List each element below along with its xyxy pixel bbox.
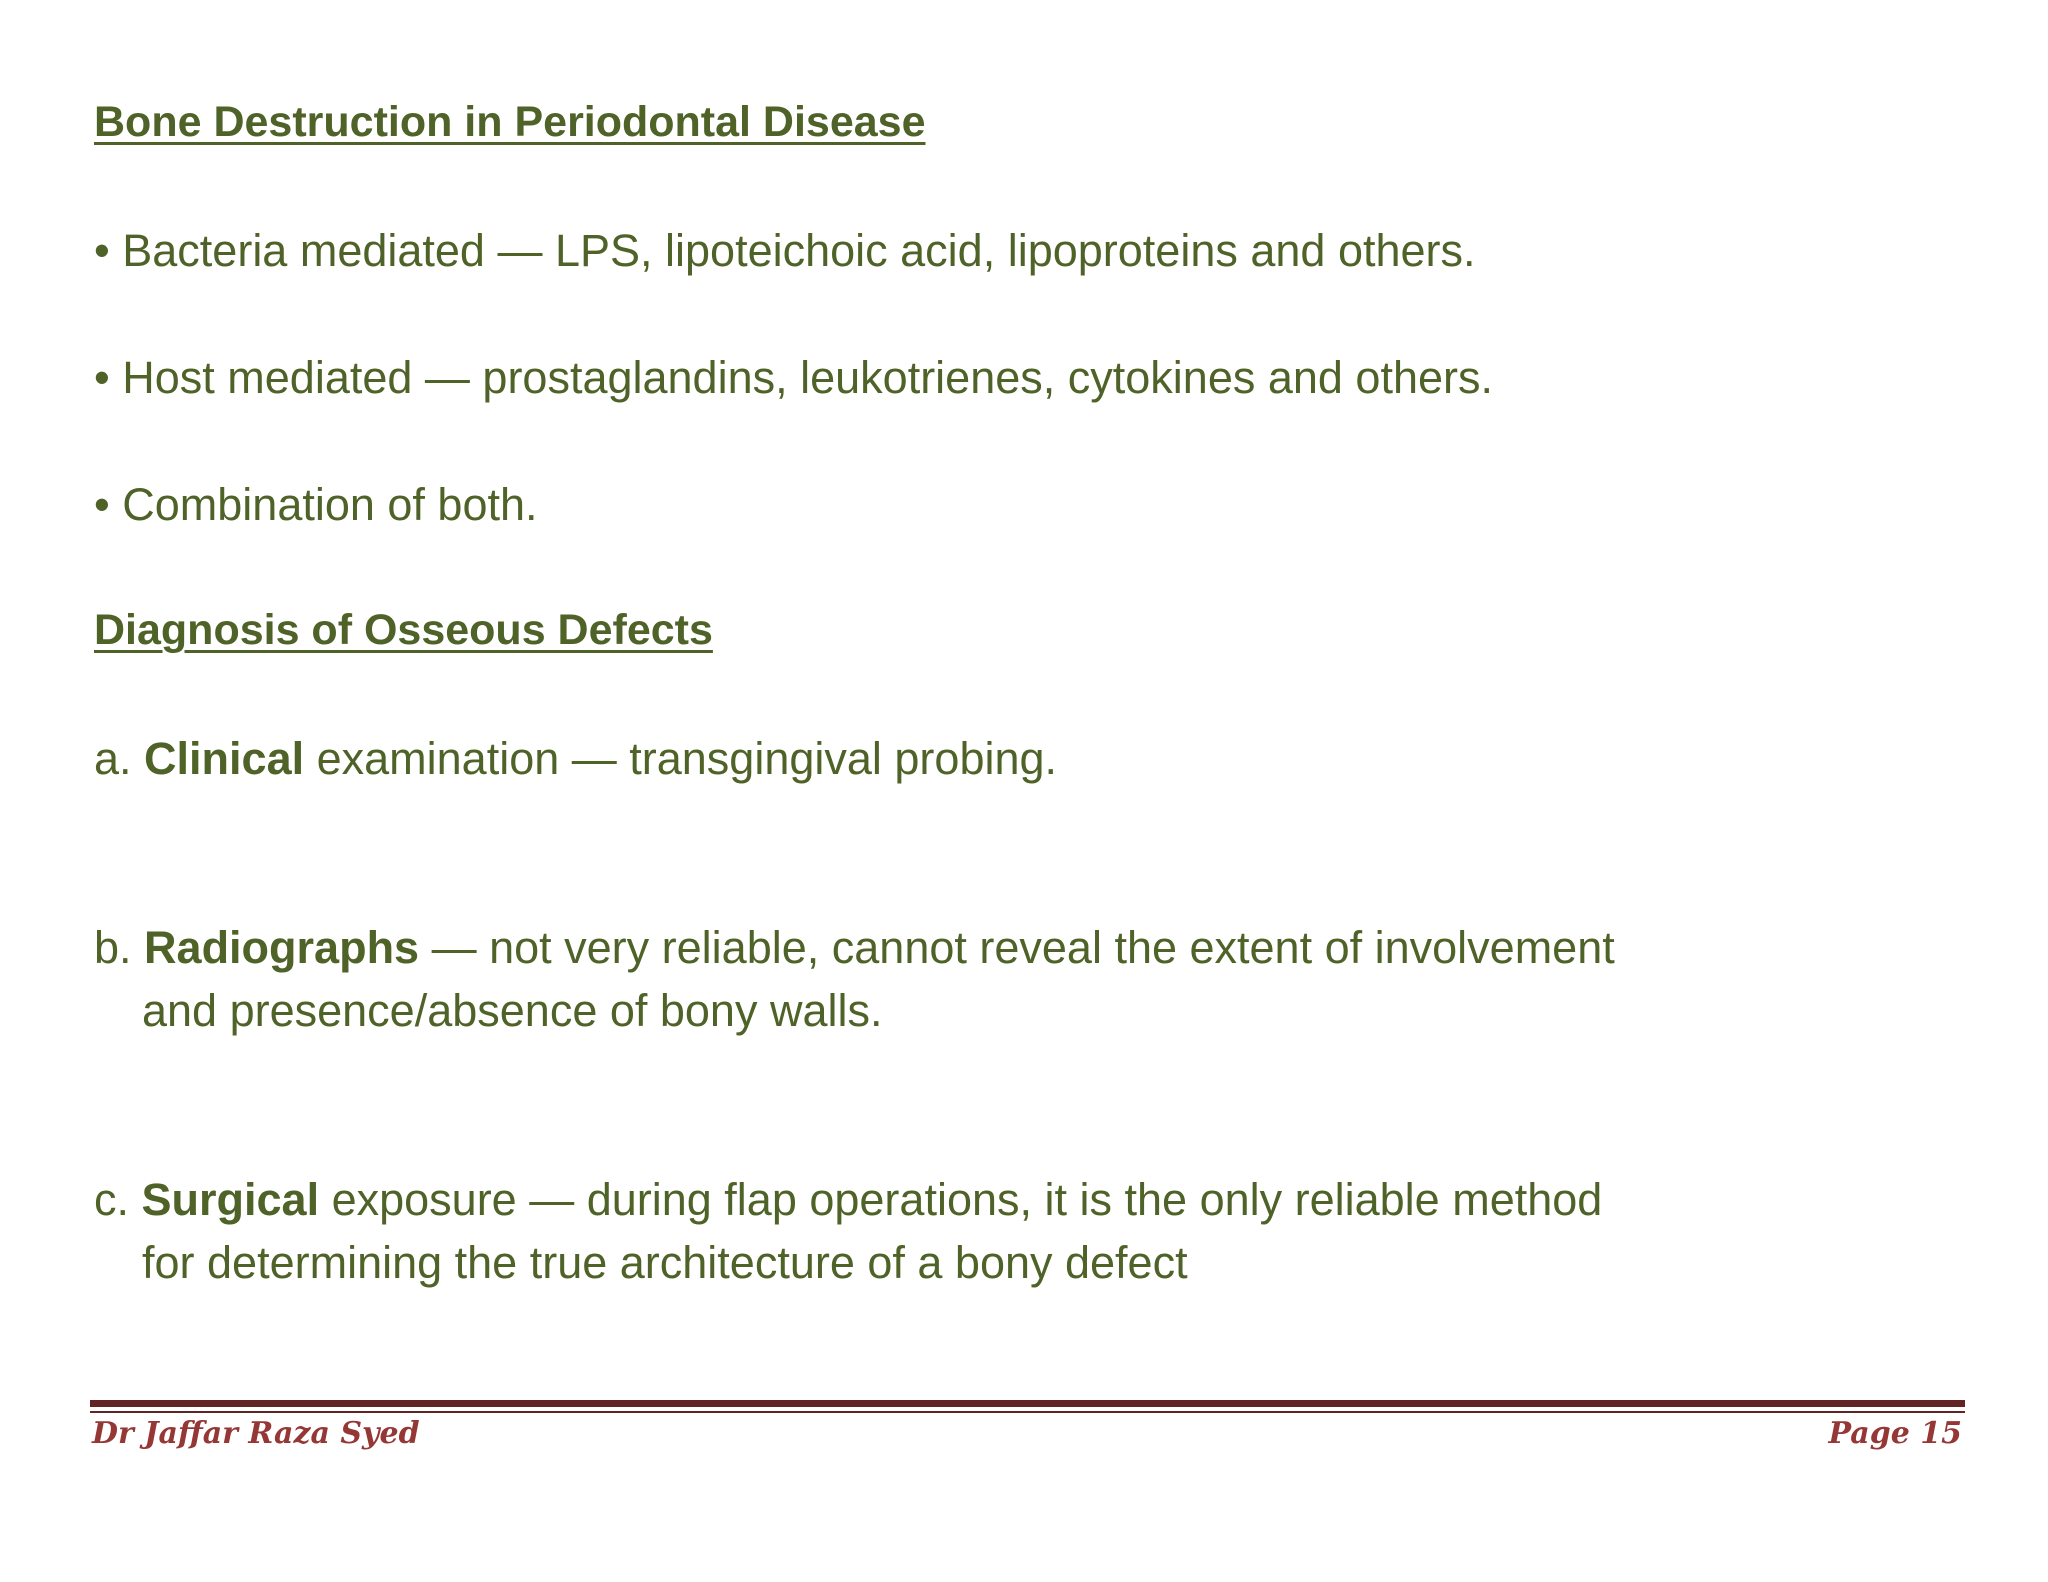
item-prefix: b. <box>94 922 145 973</box>
item-prefix: a. <box>94 733 145 784</box>
diagnosis-item-radiographs <box>94 922 1615 974</box>
item-keyword: Clinical <box>144 733 305 784</box>
diagnosis-item-clinical <box>94 733 1057 785</box>
item-text: examination — transgingival probing. <box>304 733 1058 784</box>
item-text: exposure — during flap operations, it is the only reliable method <box>319 1174 1603 1225</box>
footer-rule-thick <box>90 1400 1965 1407</box>
diagnosis-item-radiographs-continuation: and presence/absence of bony walls. <box>142 985 883 1036</box>
item-text: — not very reliable, cannot reveal the extent of involvement <box>419 922 1615 973</box>
bullet-host-mediated: • Host mediated — prostaglandins, leukotrienes, cytokines and others. <box>94 352 1493 403</box>
bullet-bacteria-mediated: • Bacteria mediated — LPS, lipoteichoic acid, lipoproteins and others. <box>94 225 1476 276</box>
bullet-combination: • Combination of both. <box>94 479 538 530</box>
item-prefix: c. <box>94 1174 142 1225</box>
footer-page-number: Page 15 <box>1828 1416 1962 1451</box>
item-keyword: Radiographs <box>144 922 420 973</box>
footer-author: Dr Jaffar Raza Syed <box>92 1416 420 1451</box>
section-heading-bone-destruction: Bone Destruction in Periodontal Disease <box>94 98 926 146</box>
item-keyword: Surgical <box>141 1174 320 1225</box>
section-heading-diagnosis: Diagnosis of Osseous Defects <box>94 606 713 654</box>
footer-rule-thin <box>90 1411 1965 1413</box>
diagnosis-item-surgical-continuation: for determining the true architecture of a bony defect <box>142 1237 1188 1288</box>
diagnosis-item-surgical <box>94 1174 1602 1226</box>
